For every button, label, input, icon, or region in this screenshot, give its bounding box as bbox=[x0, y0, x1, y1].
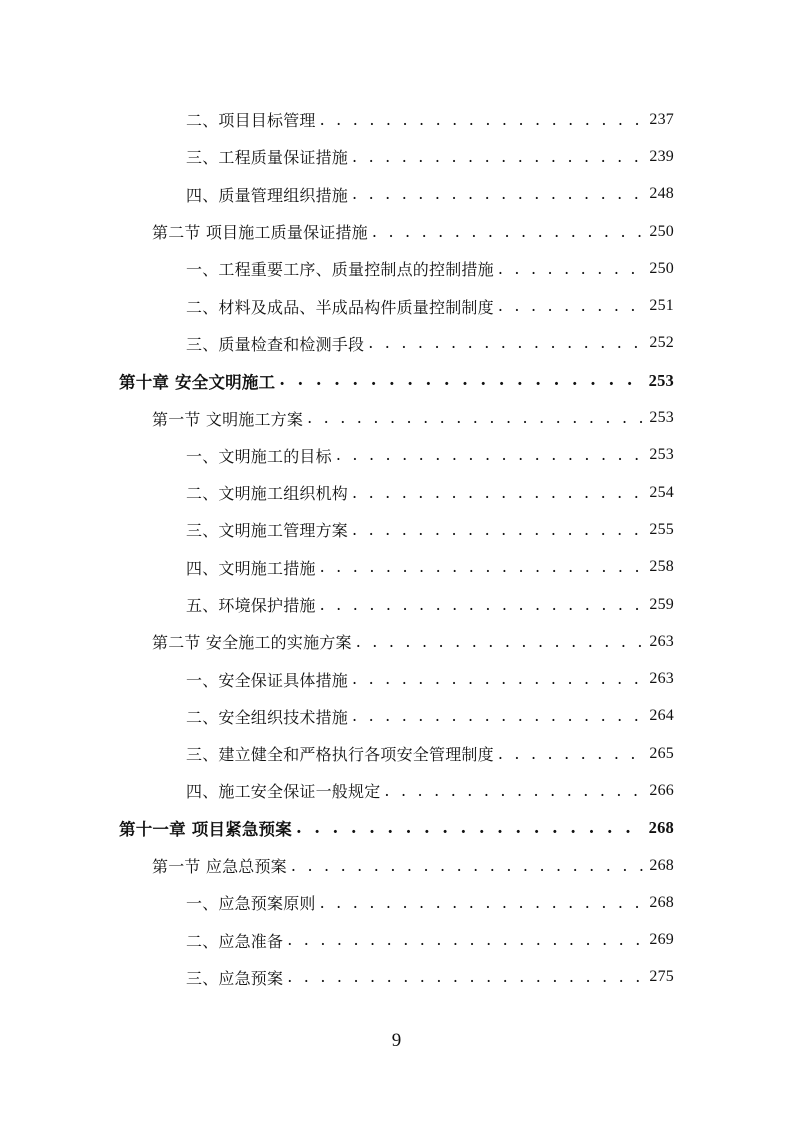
toc-entry[interactable] bbox=[0, 698, 793, 735]
toc-leader-dots bbox=[498, 746, 644, 762]
toc-entry-page: 253 bbox=[649, 409, 674, 427]
toc-entry-title: 二、应急准备 bbox=[186, 931, 284, 951]
toc-leader-dots bbox=[352, 522, 643, 538]
toc-chapter-entry[interactable] bbox=[0, 810, 793, 847]
toc-entry-page: 263 bbox=[649, 670, 674, 688]
toc-entry-title: 一、文明施工的目标 bbox=[186, 446, 332, 466]
toc-entry[interactable] bbox=[0, 437, 793, 474]
toc-entry-page: 255 bbox=[649, 520, 674, 538]
toc-entry-page: 258 bbox=[649, 558, 674, 576]
toc-entry-title: 第二节 安全施工的实施方案 bbox=[152, 633, 352, 653]
toc-entry-page: 263 bbox=[649, 632, 674, 650]
toc-leader-dots bbox=[352, 708, 643, 724]
toc-entry[interactable] bbox=[0, 176, 793, 213]
toc-entry[interactable] bbox=[0, 922, 793, 959]
toc-leader-dots bbox=[368, 335, 643, 351]
toc-leader-dots bbox=[320, 112, 644, 128]
toc-entry[interactable] bbox=[0, 772, 793, 809]
toc-entry-title: 三、应急预案 bbox=[186, 968, 284, 988]
toc-entry-title: 四、施工安全保证一般规定 bbox=[186, 782, 381, 802]
toc-chapter-entry[interactable] bbox=[0, 362, 793, 399]
toc-section-entry[interactable] bbox=[0, 213, 793, 250]
toc-leader-dots bbox=[372, 224, 644, 240]
toc-entry-title: 三、质量检查和检测手段 bbox=[186, 334, 365, 354]
toc-entry-page: 251 bbox=[649, 297, 674, 315]
toc-leader-dots bbox=[384, 783, 643, 799]
toc-leader-dots bbox=[287, 969, 643, 985]
toc-entry-title: 三、工程质量保证措施 bbox=[186, 148, 349, 168]
toc-entry-title: 四、文明施工措施 bbox=[186, 558, 316, 578]
toc-leader-dots bbox=[296, 820, 643, 837]
toc-entry-title: 五、环境保护措施 bbox=[186, 596, 316, 615]
toc-entry-title: 一、安全保证具体措施 bbox=[186, 670, 349, 690]
toc-entry-page: 248 bbox=[649, 185, 674, 203]
toc-leader-dots bbox=[352, 485, 643, 501]
toc-entry-page: 275 bbox=[649, 968, 674, 986]
toc-entry-page: 250 bbox=[649, 222, 674, 240]
toc-leader-dots bbox=[320, 895, 644, 911]
toc-entry-title: 第一节 应急总预案 bbox=[152, 857, 287, 877]
toc-leader-dots bbox=[279, 372, 642, 389]
toc-entry[interactable] bbox=[0, 287, 793, 324]
toc-section-entry[interactable] bbox=[0, 623, 793, 660]
toc-entry-title: 二、材料及成品、半成品构件质量控制制度 bbox=[186, 297, 494, 317]
toc-entry-title: 第十章 安全文明施工 bbox=[119, 372, 276, 392]
toc-leader-dots bbox=[336, 447, 644, 463]
toc-entry-title: 二、项目目标管理 bbox=[186, 111, 316, 131]
toc-entry-title: 四、质量管理组织措施 bbox=[186, 185, 349, 205]
toc-entry-title: 二、文明施工组织机构 bbox=[186, 484, 349, 504]
toc-entry-page: 253 bbox=[648, 370, 674, 390]
toc-entry-page: 268 bbox=[649, 856, 674, 874]
toc-section-entry[interactable] bbox=[0, 847, 793, 884]
toc-section-entry[interactable] bbox=[0, 399, 793, 436]
toc-entry-page: 254 bbox=[649, 483, 674, 501]
toc-leader-dots bbox=[356, 634, 644, 650]
toc-entry-page: 266 bbox=[649, 781, 674, 799]
toc-entry-page: 264 bbox=[649, 707, 674, 725]
toc-entry[interactable] bbox=[0, 884, 793, 921]
toc-entry-title: 二、安全组织技术措施 bbox=[186, 707, 349, 727]
toc-entry-title: 三、建立健全和严格执行各项安全管理制度 bbox=[186, 745, 494, 765]
toc-leader-dots bbox=[287, 932, 643, 948]
toc-entry-page: 237 bbox=[649, 110, 674, 128]
toc-leader-dots bbox=[352, 186, 643, 202]
toc-entry[interactable] bbox=[0, 511, 793, 548]
toc-entry-page: 252 bbox=[649, 334, 674, 352]
toc-entry[interactable] bbox=[0, 138, 793, 175]
toc-entry-page: 268 bbox=[649, 893, 674, 911]
page-number: 9 bbox=[391, 1030, 402, 1051]
toc-entry-page: 265 bbox=[649, 744, 674, 762]
toc-entry-page: 253 bbox=[649, 446, 674, 464]
toc-entry-title: 一、应急预案原则 bbox=[186, 894, 316, 914]
toc-entry-page: 259 bbox=[649, 595, 674, 613]
toc-entry[interactable] bbox=[0, 549, 793, 586]
table-of-contents bbox=[0, 101, 793, 996]
toc-leader-dots bbox=[291, 858, 644, 874]
toc-entry-page: 268 bbox=[648, 818, 674, 838]
toc-entry[interactable] bbox=[0, 474, 793, 511]
toc-entry[interactable] bbox=[0, 101, 793, 138]
toc-entry-title: 三、文明施工管理方案 bbox=[186, 521, 349, 541]
toc-entry[interactable] bbox=[0, 735, 793, 772]
toc-entry-title: 一、工程重要工序、质量控制点的控制措施 bbox=[186, 260, 494, 280]
toc-entry-title: 第一节 文明施工方案 bbox=[152, 409, 304, 429]
toc-leader-dots bbox=[498, 298, 644, 314]
toc-leader-dots bbox=[498, 261, 644, 277]
toc-leader-dots bbox=[320, 597, 644, 613]
toc-leader-dots bbox=[352, 149, 643, 165]
toc-entry[interactable] bbox=[0, 325, 793, 362]
toc-entry-page: 269 bbox=[649, 931, 674, 949]
toc-entry[interactable] bbox=[0, 586, 793, 623]
toc-entry[interactable] bbox=[0, 250, 793, 287]
toc-leader-dots bbox=[307, 410, 643, 426]
toc-entry[interactable] bbox=[0, 959, 793, 996]
toc-entry-title: 第十一章 项目紧急预案 bbox=[119, 820, 292, 840]
toc-leader-dots bbox=[352, 671, 643, 687]
toc-entry[interactable] bbox=[0, 660, 793, 697]
toc-entry-page: 250 bbox=[649, 259, 674, 277]
toc-entry-title: 第二节 项目施工质量保证措施 bbox=[152, 223, 368, 243]
toc-leader-dots bbox=[320, 559, 644, 575]
toc-entry-page: 239 bbox=[649, 147, 674, 165]
